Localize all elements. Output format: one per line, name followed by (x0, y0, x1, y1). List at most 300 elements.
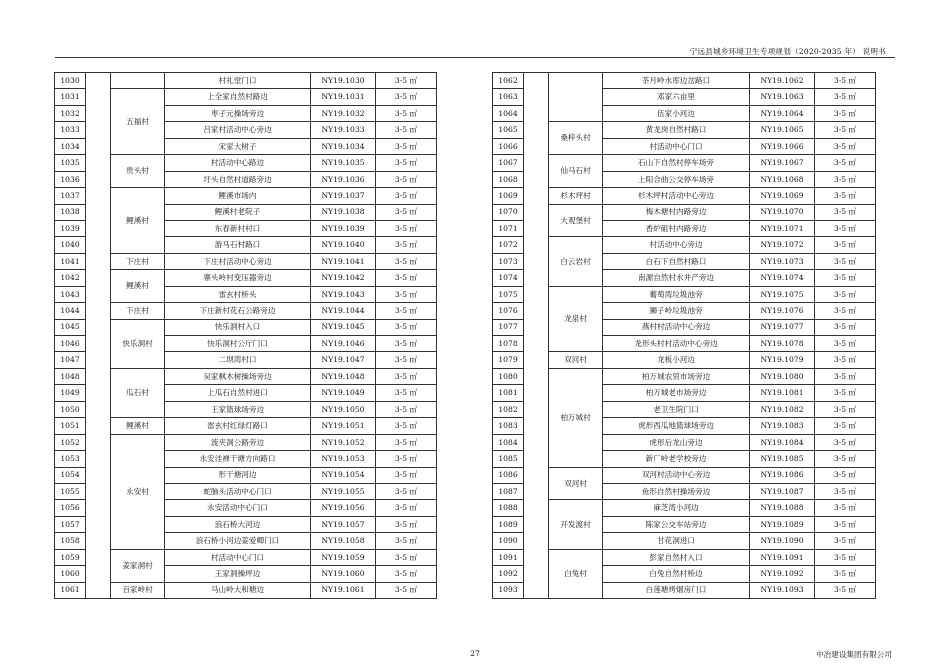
cell-location: 葡萄湾垃圾池旁 (603, 286, 750, 302)
cell-village: 桑梓头村 (549, 122, 603, 155)
cell-code: NY19.1085 (750, 451, 815, 467)
table-row (493, 204, 876, 220)
cell-village: 快乐洞村 (111, 319, 165, 368)
cell-code: NY19.1066 (750, 138, 815, 154)
cell-no: 1083 (493, 418, 524, 434)
cell-location: 宋家大树子 (165, 138, 311, 154)
cell-no: 1044 (55, 303, 86, 319)
cell-area: 3-5 ㎡ (376, 434, 437, 450)
cell-code: NY19.1057 (311, 516, 376, 532)
cell-no: 1030 (55, 73, 86, 89)
cell-location: 石山下自然村停车场旁 (603, 155, 750, 171)
cell-code: NY19.1074 (750, 270, 815, 286)
cell-village: 姜家洞村 (111, 549, 165, 582)
cell-location: 彭家自然村入口 (603, 549, 750, 565)
cell-location: 东春新村村口 (165, 220, 311, 236)
cell-code: NY19.1060 (311, 566, 376, 582)
cell-area: 3-5 ㎡ (815, 138, 876, 154)
cell-code: NY19.1089 (750, 516, 815, 532)
cell-no: 1075 (493, 286, 524, 302)
cell-location: 下庄新村花石公路旁边 (165, 303, 311, 319)
cell-area: 3-5 ㎡ (376, 155, 437, 171)
cell-no: 1070 (493, 204, 524, 220)
cell-no: 1063 (493, 89, 524, 105)
cell-village: 龙泉村 (549, 286, 603, 352)
cell-village: 柏万城村 (549, 368, 603, 467)
cell-code: NY19.1068 (750, 171, 815, 187)
cell-code: NY19.1063 (750, 89, 815, 105)
cell-no: 1076 (493, 303, 524, 319)
cell-location: 王家篮球场旁边 (165, 401, 311, 417)
cell-no: 1084 (493, 434, 524, 450)
cell-location: 邓家六亩里 (603, 89, 750, 105)
table-row (55, 270, 437, 286)
cell-area: 3-5 ㎡ (815, 171, 876, 187)
table-row (55, 319, 437, 335)
cell-area: 3-5 ㎡ (815, 516, 876, 532)
cell-no: 1047 (55, 352, 86, 368)
cell-code: NY19.1061 (311, 582, 376, 598)
cell-code: NY19.1070 (750, 204, 815, 220)
cell-no: 1072 (493, 237, 524, 253)
cell-area: 3-5 ㎡ (815, 73, 876, 89)
cell-location: 鲤溪村老院子 (165, 204, 311, 220)
cell-area: 3-5 ㎡ (376, 237, 437, 253)
cell-area: 3-5 ㎡ (815, 549, 876, 565)
cell-area: 3-5 ㎡ (815, 500, 876, 516)
cell-code: NY19.1082 (750, 401, 815, 417)
cell-code: NY19.1088 (750, 500, 815, 516)
cell-village: 白云岩村 (549, 237, 603, 286)
cell-no: 1059 (55, 549, 86, 565)
cell-no: 1080 (493, 368, 524, 384)
table-left (54, 72, 437, 599)
cell-code: NY19.1077 (750, 319, 815, 335)
cell-area: 3-5 ㎡ (815, 336, 876, 352)
cell-location: 双河村活动中心旁边 (603, 467, 750, 483)
cell-location: 老卫生院门口 (603, 401, 750, 417)
cell-code: NY19.1081 (750, 385, 815, 401)
cell-village: 下庄村 (111, 253, 165, 269)
table-row (493, 368, 876, 384)
cell-no: 1067 (493, 155, 524, 171)
cell-location: 王家洞操坪边 (165, 566, 311, 582)
cell-area: 3-5 ㎡ (815, 533, 876, 549)
cell-no: 1087 (493, 483, 524, 499)
cell-area: 3-5 ㎡ (376, 582, 437, 598)
cell-location: 麻芝湾小河边 (603, 500, 750, 516)
cell-code: NY19.1051 (311, 418, 376, 434)
cell-code: NY19.1030 (311, 73, 376, 89)
cell-code: NY19.1083 (750, 418, 815, 434)
cell-code: NY19.1084 (750, 434, 815, 450)
cell-village: 百家岭村 (111, 582, 165, 598)
table-row (493, 122, 876, 138)
cell-location: 白莲塘烤烟房门口 (603, 582, 750, 598)
cell-no: 1036 (55, 171, 86, 187)
cell-no: 1068 (493, 171, 524, 187)
cell-code: NY19.1087 (750, 483, 815, 499)
cell-location: 马山岭大和塘边 (165, 582, 311, 598)
cell-no: 1085 (493, 451, 524, 467)
cell-no: 1074 (493, 270, 524, 286)
cell-code: NY19.1059 (311, 549, 376, 565)
cell-area: 3-5 ㎡ (376, 336, 437, 352)
cell-location: 吴家枫木树操场旁边 (165, 368, 311, 384)
cell-no: 1079 (493, 352, 524, 368)
cell-no: 1039 (55, 220, 86, 236)
cell-location: 梅木塘村内路旁边 (603, 204, 750, 220)
cell-location: 雷玄村红绿灯路口 (165, 418, 311, 434)
cell-code: NY19.1053 (311, 451, 376, 467)
table-row (55, 155, 437, 171)
cell-village (549, 73, 603, 122)
cell-code: NY19.1073 (750, 253, 815, 269)
cell-area: 3-5 ㎡ (815, 204, 876, 220)
cell-code: NY19.1064 (750, 105, 815, 121)
cell-no: 1037 (55, 188, 86, 204)
cell-area: 3-5 ㎡ (815, 105, 876, 121)
cell-code: NY19.1086 (750, 467, 815, 483)
cell-area: 3-5 ㎡ (376, 549, 437, 565)
cell-code: NY19.1033 (311, 122, 376, 138)
table-row (55, 73, 437, 89)
cell-no: 1056 (55, 500, 86, 516)
cell-location: 虎形西瓜地篮球场旁边 (603, 418, 750, 434)
cell-location: 上阳合曲公交停车场旁 (603, 171, 750, 187)
cell-location: 新厂岭老学校旁边 (603, 451, 750, 467)
cell-location: 白石下自然村路口 (603, 253, 750, 269)
table-row (493, 155, 876, 171)
cell-no: 1034 (55, 138, 86, 154)
cell-village: 五福村 (111, 89, 165, 155)
cell-no: 1052 (55, 434, 86, 450)
cell-code: NY19.1044 (311, 303, 376, 319)
footer-company: 中冶建设集团有限公司 (816, 650, 892, 659)
cell-no: 1064 (493, 105, 524, 121)
table-row (493, 237, 876, 253)
cell-no: 1073 (493, 253, 524, 269)
cell-no: 1060 (55, 566, 86, 582)
cell-location: 虎形后龙山旁边 (603, 434, 750, 450)
cell-location: 柏万城农贸市场旁边 (603, 368, 750, 384)
cell-area: 3-5 ㎡ (815, 582, 876, 598)
cell-location: 龙形头村村活动中心旁边 (603, 336, 750, 352)
table-row (493, 286, 876, 302)
cell-code: NY19.1076 (750, 303, 815, 319)
cell-location: 下庄村活动中心旁边 (165, 253, 311, 269)
table-row (493, 549, 876, 565)
cell-location: 枣子元操场旁边 (165, 105, 311, 121)
cell-location: 上瓜石自然村进口 (165, 385, 311, 401)
cell-area: 3-5 ㎡ (376, 286, 437, 302)
cell-code: NY19.1041 (311, 253, 376, 269)
cell-location: 蛇脑头活动中心门口 (165, 483, 311, 499)
cell-area: 3-5 ㎡ (376, 533, 437, 549)
cell-location: 香炉砠村内路旁边 (603, 220, 750, 236)
cell-village: 白兔村 (549, 549, 603, 598)
cell-no: 1058 (55, 533, 86, 549)
cell-code: NY19.1072 (750, 237, 815, 253)
table-row (493, 500, 876, 516)
cell-area: 3-5 ㎡ (815, 467, 876, 483)
cell-code: NY19.1079 (750, 352, 815, 368)
cell-area: 3-5 ㎡ (376, 368, 437, 384)
cell-area: 3-5 ㎡ (376, 451, 437, 467)
cell-no: 1065 (493, 122, 524, 138)
cell-location: 茶月岭水库边岔路口 (603, 73, 750, 89)
cell-village: 瓜石村 (111, 368, 165, 417)
cell-area: 3-5 ㎡ (376, 483, 437, 499)
cell-code: NY19.1062 (750, 73, 815, 89)
cell-area: 3-5 ㎡ (376, 385, 437, 401)
cell-location: 村礼堂门口 (165, 73, 311, 89)
cell-area: 3-5 ㎡ (815, 303, 876, 319)
cell-village: 双河村 (549, 352, 603, 368)
cell-no: 1086 (493, 467, 524, 483)
cell-no: 1040 (55, 237, 86, 253)
cell-village: 贵头村 (111, 155, 165, 188)
cell-location: 杉木坪村活动中心旁边 (603, 188, 750, 204)
cell-code: NY19.1080 (750, 368, 815, 384)
cell-location: 雷玄村桥头 (165, 286, 311, 302)
cell-village: 仙马石村 (549, 155, 603, 188)
cell-no: 1077 (493, 319, 524, 335)
cell-code: NY19.1065 (750, 122, 815, 138)
cell-code: NY19.1075 (750, 286, 815, 302)
cell-no: 1071 (493, 220, 524, 236)
cell-area: 3-5 ㎡ (815, 418, 876, 434)
cell-code: NY19.1042 (311, 270, 376, 286)
cell-no: 1032 (55, 105, 86, 121)
cell-code: NY19.1035 (311, 155, 376, 171)
table-row (55, 549, 437, 565)
cell-blank (524, 73, 549, 599)
cell-code: NY19.1032 (311, 105, 376, 121)
cell-location: 陈家公交车站旁边 (603, 516, 750, 532)
cell-location: 鱼形自然村操场旁边 (603, 483, 750, 499)
cell-code: NY19.1091 (750, 549, 815, 565)
cell-no: 1033 (55, 122, 86, 138)
cell-no: 1091 (493, 549, 524, 565)
cell-no: 1038 (55, 204, 86, 220)
cell-code: NY19.1043 (311, 286, 376, 302)
cell-location: 村活动中心旁边 (603, 237, 750, 253)
cell-area: 3-5 ㎡ (815, 451, 876, 467)
cell-no: 1048 (55, 368, 86, 384)
cell-code: NY19.1055 (311, 483, 376, 499)
cell-no: 1042 (55, 270, 86, 286)
cell-area: 3-5 ㎡ (376, 105, 437, 121)
cell-no: 1046 (55, 336, 86, 352)
cell-area: 3-5 ㎡ (376, 352, 437, 368)
cell-no: 1050 (55, 401, 86, 417)
cell-no: 1088 (493, 500, 524, 516)
table-row (55, 253, 437, 269)
cell-location: 甘花洞进口 (603, 533, 750, 549)
cell-area: 3-5 ㎡ (815, 155, 876, 171)
cell-code: NY19.1058 (311, 533, 376, 549)
cell-village: 下庄村 (111, 303, 165, 319)
cell-no: 1082 (493, 401, 524, 417)
cell-no: 1035 (55, 155, 86, 171)
cell-area: 3-5 ㎡ (815, 237, 876, 253)
cell-village: 开发渡村 (549, 500, 603, 549)
cell-location: 伍家小河边 (603, 105, 750, 121)
cell-no: 1081 (493, 385, 524, 401)
cell-no: 1057 (55, 516, 86, 532)
cell-code: NY19.1050 (311, 401, 376, 417)
cell-area: 3-5 ㎡ (815, 89, 876, 105)
cell-code: NY19.1067 (750, 155, 815, 171)
cell-code: NY19.1047 (311, 352, 376, 368)
cell-area: 3-5 ㎡ (815, 253, 876, 269)
cell-location: 村活动中心门口 (165, 549, 311, 565)
cell-area: 3-5 ㎡ (815, 483, 876, 499)
cell-no: 1053 (55, 451, 86, 467)
cell-area: 3-5 ㎡ (815, 122, 876, 138)
cell-village: 杉木坪村 (549, 188, 603, 204)
cell-code: NY19.1054 (311, 467, 376, 483)
cell-area: 3-5 ㎡ (376, 188, 437, 204)
cell-area: 3-5 ㎡ (815, 270, 876, 286)
cell-location: 南源自然村水井产旁边 (603, 270, 750, 286)
cell-area: 3-5 ㎡ (815, 286, 876, 302)
cell-code: NY19.1048 (311, 368, 376, 384)
cell-area: 3-5 ㎡ (376, 516, 437, 532)
cell-location: 浪石桥小河边姜爱卿门口 (165, 533, 311, 549)
cell-code: NY19.1045 (311, 319, 376, 335)
cell-area: 3-5 ㎡ (376, 253, 437, 269)
cell-village: 鲤溪村 (111, 270, 165, 303)
cell-area: 3-5 ㎡ (376, 171, 437, 187)
table-row (493, 352, 876, 368)
cell-area: 3-5 ㎡ (376, 89, 437, 105)
cell-location: 快乐洞村入口 (165, 319, 311, 335)
cell-area: 3-5 ㎡ (815, 352, 876, 368)
table-row (55, 303, 437, 319)
cell-no: 1055 (55, 483, 86, 499)
cell-location: 快乐洞村公厅门口 (165, 336, 311, 352)
cell-no: 1069 (493, 188, 524, 204)
cell-code: NY19.1052 (311, 434, 376, 450)
cell-code: NY19.1078 (750, 336, 815, 352)
table-row (55, 89, 437, 105)
cell-no: 1066 (493, 138, 524, 154)
table-row (55, 188, 437, 204)
cell-code: NY19.1031 (311, 89, 376, 105)
cell-location: 二坝湾村口 (165, 352, 311, 368)
cell-area: 3-5 ㎡ (815, 368, 876, 384)
cell-no: 1045 (55, 319, 86, 335)
cell-no: 1049 (55, 385, 86, 401)
cell-no: 1093 (493, 582, 524, 598)
cell-village: 永安村 (111, 434, 165, 549)
cell-location: 柏万城老市场旁边 (603, 385, 750, 401)
cell-code: NY19.1037 (311, 188, 376, 204)
cell-area: 3-5 ㎡ (376, 138, 437, 154)
cell-area: 3-5 ㎡ (376, 220, 437, 236)
cell-area: 3-5 ㎡ (376, 270, 437, 286)
cell-location: 村活动中心路边 (165, 155, 311, 171)
cell-location: 上全家自然村路边 (165, 89, 311, 105)
cell-no: 1089 (493, 516, 524, 532)
cell-location: 永安洼禅干塘方向路口 (165, 451, 311, 467)
cell-no: 1041 (55, 253, 86, 269)
cell-area: 3-5 ㎡ (815, 566, 876, 582)
table-right (492, 72, 876, 599)
cell-area: 3-5 ㎡ (376, 73, 437, 89)
cell-code: NY19.1040 (311, 237, 376, 253)
table-row (55, 434, 437, 450)
cell-location: 圩头自然村道路旁边 (165, 171, 311, 187)
cell-location: 流夹洞公路旁边 (165, 434, 311, 450)
cell-area: 3-5 ㎡ (376, 566, 437, 582)
cell-code: NY19.1038 (311, 204, 376, 220)
cell-village: 大观堡村 (549, 204, 603, 237)
cell-location: 村活动中心门口 (603, 138, 750, 154)
table-row (55, 582, 437, 598)
cell-no: 1043 (55, 286, 86, 302)
cell-area: 3-5 ㎡ (815, 385, 876, 401)
cell-area: 3-5 ㎡ (376, 500, 437, 516)
cell-area: 3-5 ㎡ (376, 122, 437, 138)
cell-location: 龙板小河边 (603, 352, 750, 368)
cell-village: 鲤溪村 (111, 188, 165, 254)
cell-village (111, 73, 165, 89)
cell-no: 1078 (493, 336, 524, 352)
cell-area: 3-5 ㎡ (815, 188, 876, 204)
cell-no: 1090 (493, 533, 524, 549)
cell-area: 3-5 ㎡ (815, 220, 876, 236)
header-rule (55, 57, 895, 58)
cell-code: NY19.1071 (750, 220, 815, 236)
cell-area: 3-5 ㎡ (376, 401, 437, 417)
cell-code: NY19.1046 (311, 336, 376, 352)
cell-location: 寨头岭村变压器旁边 (165, 270, 311, 286)
cell-no: 1061 (55, 582, 86, 598)
cell-location: 鲤溪市场内 (165, 188, 311, 204)
table-row (55, 368, 437, 384)
cell-location: 游马石村路口 (165, 237, 311, 253)
cell-code: NY19.1056 (311, 500, 376, 516)
cell-no: 1054 (55, 467, 86, 483)
cell-village: 鲤溪村 (111, 418, 165, 434)
cell-location: 燕村村活动中心旁边 (603, 319, 750, 335)
cell-code: NY19.1093 (750, 582, 815, 598)
cell-no: 1031 (55, 89, 86, 105)
cell-no: 1062 (493, 73, 524, 89)
cell-area: 3-5 ㎡ (376, 467, 437, 483)
cell-location: 永安活动中心门口 (165, 500, 311, 516)
cell-area: 3-5 ㎡ (815, 319, 876, 335)
cell-area: 3-5 ㎡ (376, 319, 437, 335)
cell-location: 黄龙岗自然村路口 (603, 122, 750, 138)
cell-no: 1092 (493, 566, 524, 582)
cell-village: 双河村 (549, 467, 603, 500)
cell-code: NY19.1049 (311, 385, 376, 401)
cell-area: 3-5 ㎡ (815, 434, 876, 450)
cell-location: 白兔自然村桥边 (603, 566, 750, 582)
cell-code: NY19.1034 (311, 138, 376, 154)
cell-code: NY19.1039 (311, 220, 376, 236)
table-row (493, 73, 876, 89)
document-header-title: 宁远县城乡环境卫生专项规划（2020-2035 年） 说明书 (689, 47, 886, 56)
table-row (493, 188, 876, 204)
cell-area: 3-5 ㎡ (376, 204, 437, 220)
cell-area: 3-5 ㎡ (376, 303, 437, 319)
table-row (493, 467, 876, 483)
